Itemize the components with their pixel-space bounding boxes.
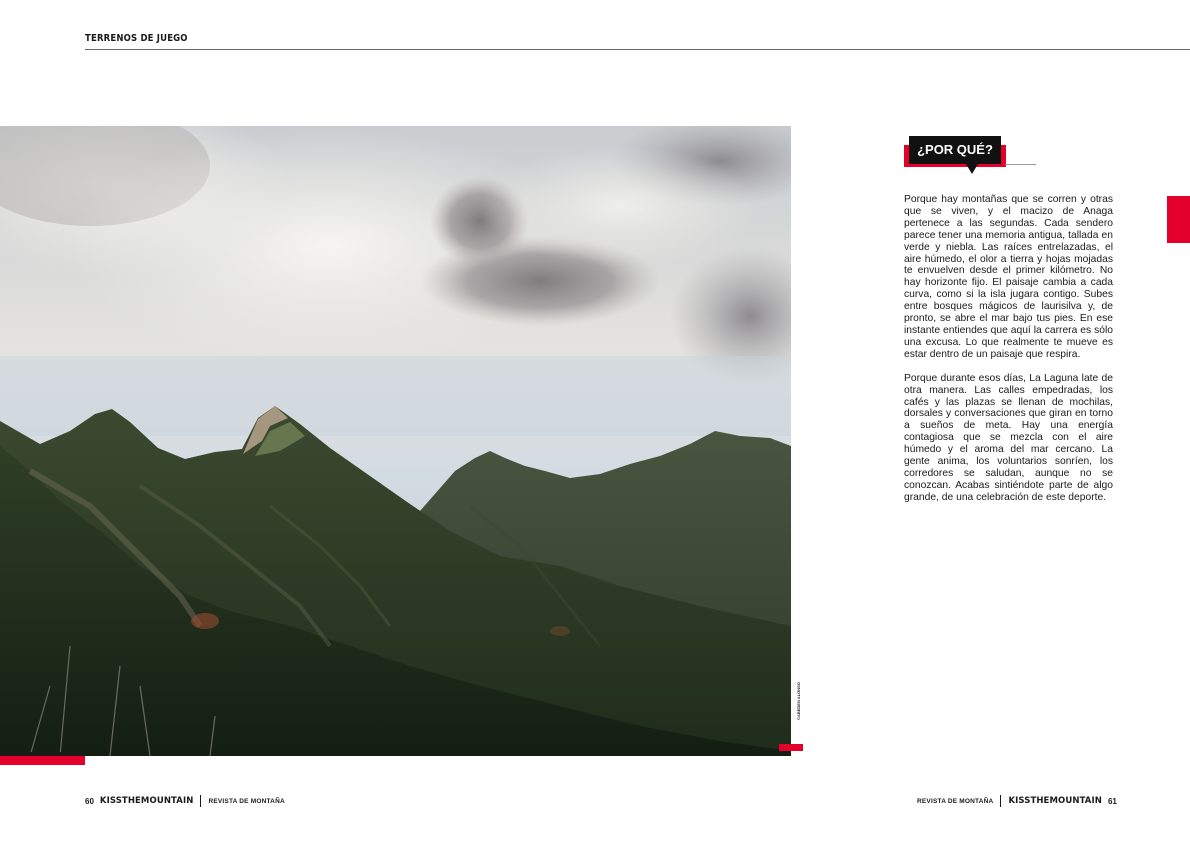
footer-left	[85, 794, 285, 808]
page-number: 60	[85, 796, 94, 806]
accent-bar-small	[779, 744, 803, 751]
page-number: 61	[1107, 796, 1117, 806]
side-tab	[1167, 196, 1190, 243]
footer-separator	[1000, 795, 1001, 807]
footer-separator	[200, 795, 201, 807]
brand-name: KISSTHEMOUNTAIN	[1008, 796, 1102, 806]
article-body	[904, 194, 1113, 516]
footer-right	[917, 794, 1117, 808]
tag-label: ¿POR QUÉ?	[909, 136, 1001, 164]
magazine-name: REVISTA DE MONTAÑA	[208, 797, 285, 805]
brand-name: KISSTHEMOUNTAIN	[99, 796, 194, 806]
section-title: TERRENOS DE JUEGO	[85, 33, 188, 44]
header-rule	[85, 49, 1190, 50]
mountain-photo	[0, 126, 791, 756]
tag-rule	[1005, 164, 1036, 165]
photo-credit: ©ABEDEN ALONSO	[796, 682, 801, 720]
magazine-name: REVISTA DE MONTAÑA	[917, 797, 994, 805]
paragraph: Porque durante esos días, La Laguna late de otra manera. Las calles empedradas, los cafés y las plazas se llenan de mochilas, dorsales y conversaciones que giran en torno a sueños de meta. Hay una energía contagiosa que se mezcla con el aire húmedo y el aroma del mar cercano. La gente anima, los voluntarios sonríen, los corredores se saludan, aunque no se conozcan. Acabas sintiéndote parte de algo grande, de una celebración de este deporte.	[904, 372, 1113, 503]
tag-pointer	[966, 164, 978, 174]
paragraph: Porque hay montañas que se corren y otras que se viven, y el macizo de Anaga pertenece a las segundas. Cada sendero parece tener una memoria antigua, tallada en verde y niebla. Las raíces entrelazadas, el aire húmedo, el olor a tierra y hojas mojadas te envuelven desde el primer kilómetro. No hay horizonte fijo. El paisaje cambia a cada curva, como si la isla jugara contigo. Subes entre bosques mágicos de laurisilva y, de pronto, se abre el mar bajo tus pies. En ese instante entiendes que aquí la carrera es sólo una excusa. Lo que realmente te mueve es estar dentro de un paisaje que respira.	[904, 194, 1113, 360]
accent-bar-left	[0, 756, 85, 765]
